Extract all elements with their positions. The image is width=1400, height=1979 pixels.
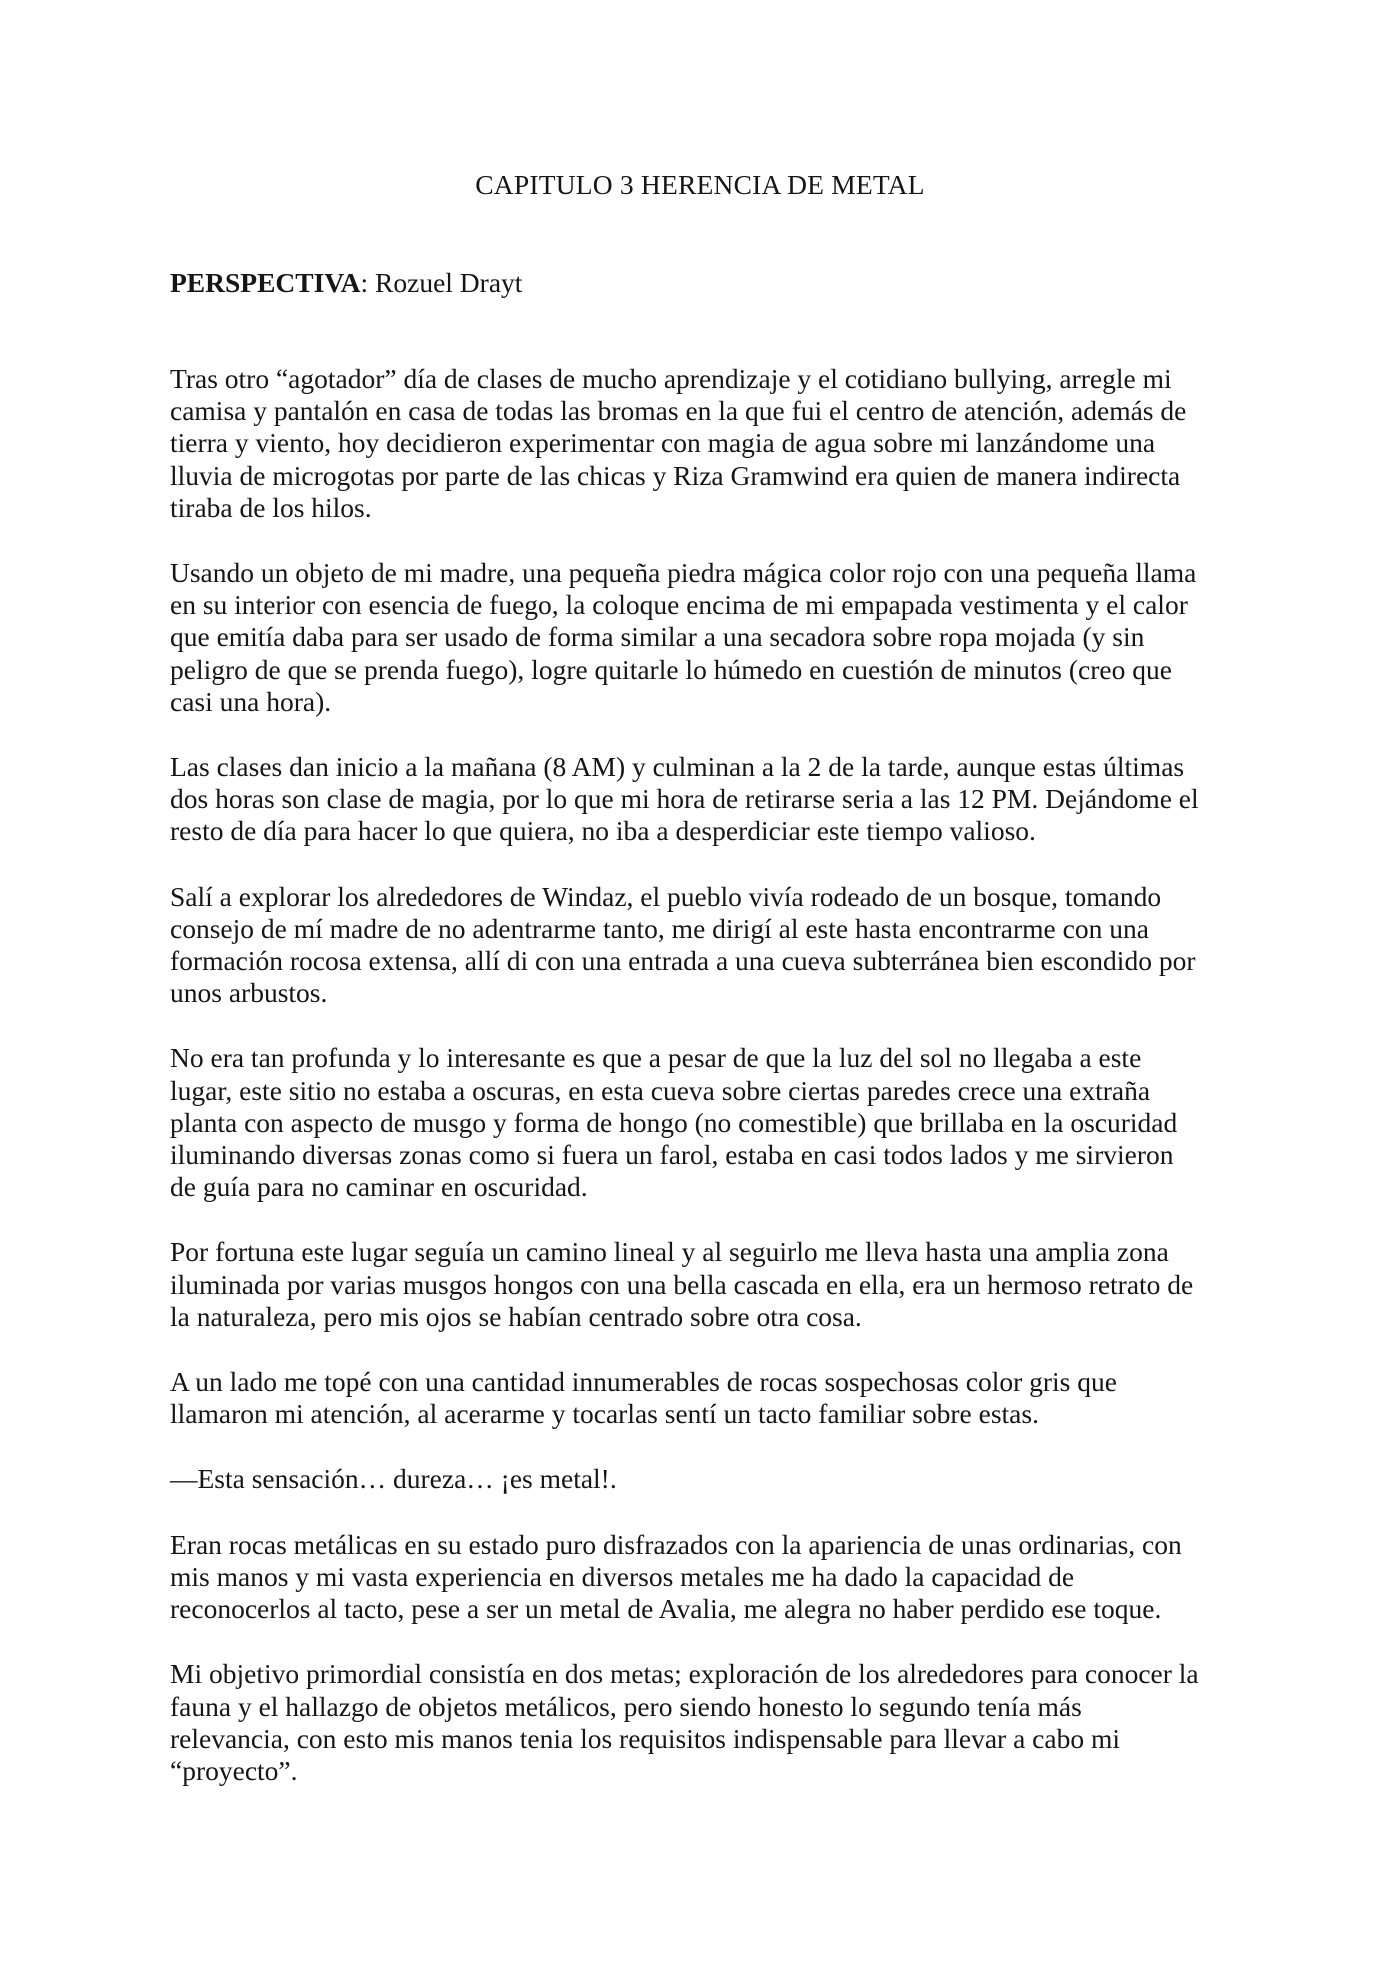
paragraph [170, 1042, 1250, 1203]
paragraph [170, 1658, 1250, 1787]
paragraph [170, 881, 1250, 1010]
paragraph-line: —Esta sensación… dureza… ¡es metal!. [170, 1463, 617, 1495]
perspective-value: Rozuel Drayt [368, 267, 523, 298]
paragraph-line: lluvia de microgotas por parte de las chicas y Riza Gramwind era quien de manera indirecta [170, 459, 1181, 491]
paragraph-line: camisa y pantalón en casa de todas las bromas en la que fui el centro de atención, además de [170, 395, 1187, 427]
paragraph-line: iluminada por varias musgos hongos con una bella cascada en ella, era un hermoso retrato de [170, 1268, 1194, 1300]
paragraph-line: planta con aspecto de musgo y forma de hongo (no comestible) que brillaba en la oscuridad [170, 1106, 1178, 1138]
paragraph [170, 1236, 1250, 1333]
paragraph-line: mis manos y mi vasta experiencia en diversos metales me ha dado la capacidad de [170, 1560, 1075, 1592]
perspective-line [170, 266, 522, 300]
paragraph-line: que emitía daba para ser usado de forma similar a una secadora sobre ropa mojada (y sin [170, 621, 1145, 653]
paragraph-line: dos horas son clase de magia, por lo que mi hora de retirarse seria a las 12 PM. Dejándome el [170, 783, 1199, 815]
paragraph-line: “proyecto”. [170, 1754, 298, 1786]
paragraph-line: Las clases dan inicio a la mañana (8 AM) y culminan a la 2 de la tarde, aunque estas últimas [170, 751, 1185, 783]
paragraph-line: la naturaleza, pero mis ojos se habían centrado sobre otra cosa. [170, 1300, 862, 1332]
paragraph-line: fauna y el hallazgo de objetos metálicos, pero siendo honesto lo segundo tenía más [170, 1690, 1082, 1722]
paragraph-line: Eran rocas metálicas en su estado puro disfrazados con la apariencia de unas ordinarias, con [170, 1528, 1182, 1560]
paragraph-line: Salí a explorar los alrededores de Windaz, el pueblo vivía rodeado de un bosque, tomando [170, 880, 1162, 912]
chapter-title: CAPITULO 3 HERENCIA DE METAL [475, 169, 925, 200]
body-text [170, 363, 1250, 1820]
paragraph [170, 751, 1250, 848]
perspective-label: PERSPECTIVA [170, 267, 361, 298]
paragraph-line: reconocerlos al tacto, pese a ser un metal de Avalia, me alegra no haber perdido ese toque. [170, 1593, 1162, 1625]
paragraph-line: unos arbustos. [170, 977, 328, 1009]
paragraph-line: relevancia, con esto mis manos tenia los requisitos indispensable para llevar a cabo mi [170, 1722, 1120, 1754]
paragraph-line: peligro de que se prenda fuego), logre quitarle lo húmedo en cuestión de minutos (creo que [170, 653, 1172, 685]
paragraph-line: formación rocosa extensa, allí di con una entrada a una cueva subterránea bien escondido por [170, 945, 1196, 977]
paragraph-line: tiraba de los hilos. [170, 491, 372, 523]
paragraph [170, 1529, 1250, 1626]
perspective-separator: : [360, 267, 369, 298]
paragraph-line: No era tan profunda y lo interesante es que a pesar de que la luz del sol no llegaba a este [170, 1042, 1142, 1074]
paragraph-line: casi una hora). [170, 685, 332, 717]
paragraph-line: A un lado me topé con una cantidad innumerables de rocas sospechosas color gris que [170, 1366, 1117, 1398]
paragraph-line: resto de día para hacer lo que quiera, no iba a desperdiciar este tiempo valioso. [170, 815, 1036, 847]
paragraph-line: Mi objetivo primordial consistía en dos metas; exploración de los alrededores para conocer la [170, 1658, 1199, 1690]
paragraph-line: iluminando diversas zonas como si fuera un farol, estaba en casi todos lados y me sirvieron [170, 1139, 1174, 1171]
paragraph-line: consejo de mí madre de no adentrarme tanto, me dirigí al este hasta encontrarme con una [170, 912, 1149, 944]
paragraph-line: en su interior con esencia de fuego, la coloque encima de mi empapada vestimenta y el calor [170, 589, 1188, 621]
paragraph-line: Tras otro “agotador” día de clases de mucho aprendizaje y el cotidiano bullying, arregle mi [170, 363, 1172, 394]
paragraph-line: lugar, este sitio no estaba a oscuras, en esta cueva sobre ciertas paredes crece una extraña [170, 1074, 1151, 1106]
paragraph [170, 1463, 1250, 1495]
paragraph-line: Por fortuna este lugar seguía un camino lineal y al seguirlo me lleva hasta una amplia zona [170, 1236, 1169, 1268]
paragraph [170, 363, 1250, 524]
paragraph-line: llamaron mi atención, al acerarme y tocarlas sentí un tacto familiar sobre estas. [170, 1398, 1039, 1430]
paragraph-line: Usando un objeto de mi madre, una pequeña piedra mágica color rojo con una pequeña llama [170, 557, 1197, 589]
paragraph [170, 557, 1250, 718]
paragraph [170, 1366, 1250, 1430]
paragraph-line: tierra y viento, hoy decidieron experimentar con magia de agua sobre mi lanzándome una [170, 427, 1156, 459]
paragraph-line: de guía para no caminar en oscuridad. [170, 1171, 588, 1203]
